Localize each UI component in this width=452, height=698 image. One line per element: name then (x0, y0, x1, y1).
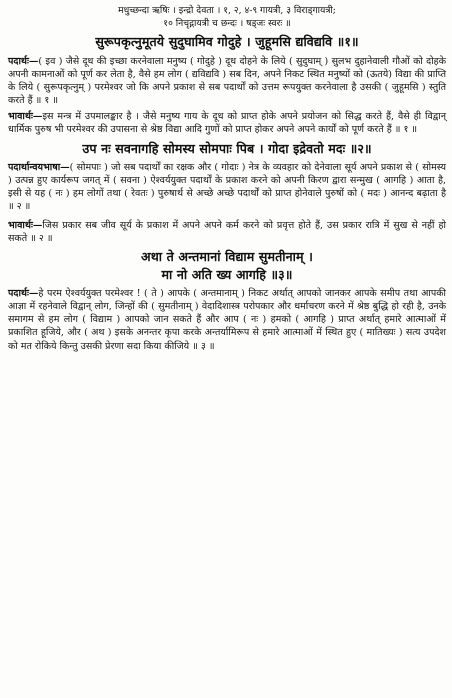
verse-1-explanation-line-2: के लिये ( सुदुघाम् ) सुलभ दुहानेवाली गौओं को दोहके अपनी कामनाओं को पूर्ण कर (8, 56, 446, 81)
verse-2-meaning-line-2: करने को प्रवृत्त होते हैं, उस प्रकार रात्रि में सुख से नहीं हो सकते ॥ २ ॥ (8, 219, 446, 245)
verse-3-explanation-line-8: किया कीजिये ॥ ३ ॥ (143, 340, 215, 352)
verse-3-explanation (8, 287, 446, 352)
verse-2-explanation-line-4: सन्मुख ( आगहि ) आता है, इसी से यह ( नः ) हम लोगों तथा ( रेवतः ) पुरुषार्थ (8, 174, 447, 199)
verse-1-meaning-label: भावार्थः— (8, 111, 43, 123)
verse-1-explanation-label: पदार्थः— (8, 56, 39, 67)
verse-3-explanation-line-4: बुद्धि हो रही है, उनके समागम से हम लोग ( विद्याम ) आपको जान सकते हैं (8, 301, 447, 326)
verse-2-explanation-line-1: ( सोमपाः ) जो सब पदार्थों का रक्षक और ( गोदाः ) (69, 161, 246, 173)
verse-2-explanation-line-6: है ॥ २ ॥ (8, 187, 446, 212)
verse-2: उप नः सवनागहि सोमस्य सोमपाः पिब । गोदा इद्रेवतो मदः ॥२॥ (82, 140, 372, 156)
verse-1-meaning-line-3: पुरुष भी परमेश्वर की उपासना से श्रेष्ठ विद्या आदि गुणों को प्राप्त होकर (34, 124, 274, 136)
verse-2-explanation-line-5: से अच्छे अच्छे पदार्थों को प्राप्त होनेवाले पुरुषों को ( मदः ) आनन्द बढ़ाता (186, 187, 438, 199)
verse-3-line-2: मा नो अति ख्य आगहि ॥३॥ (161, 267, 293, 283)
verse-1-meaning (8, 110, 446, 136)
verse-1-explanation-line-3: लेता है, वैसे हम लोग ( द्यविद्यवि ) सब दिन, अपने निकट स्थित मनुष्यों को (ऊतये) (110, 69, 392, 81)
verse-2-meaning (8, 219, 446, 245)
verse-1-explanation-line-5: पदार्थों को उत्तम रूपयुक्त करनेवाला है उसकी ( जुहूमसि ) स्तुति करते हैं ॥ १ ॥ (8, 82, 446, 107)
verse-1-meaning-line-4: अपने अपने कार्यों को पूर्ण करते हैं ॥ १ ॥ (276, 124, 418, 136)
verse-2-meaning-label: भावार्थः— (8, 219, 43, 231)
verse-3-explanation-line-5: और आप ( नः ) हमको ( आगहि ) प्राप्त अर्थात् हमारे आत्माओं में प्रकाशित (8, 314, 446, 339)
verse-2-explanation-label: पदार्थान्वयभाषा— (8, 161, 70, 173)
verse-3 (8, 248, 446, 284)
verse-2-explanation-line-3: जगत् में ( सवना ) ऐश्वर्ययुक्त पदार्थों के प्रकाश करने को अपनी किरण द्वारा (82, 174, 347, 186)
verse-3-explanation-label: पदार्थः— (8, 288, 39, 300)
verse-1: सुरूपकृत्नुमूतये सुदुघामिव गोदुहे । जुहूमसि द्यविद्यवि ॥१॥ (95, 34, 359, 49)
verse-3-explanation-line-3: लोग, जिन्हों की ( सुमतीनाम् ) वेदादिशास्त्र परोपकार और धर्माचरण करने में श्रेष्ठ (94, 301, 370, 313)
verse-3-line-1: अथा ते अन्तमानां विद्याम सुमतीनाम् । (141, 249, 313, 265)
verse-3-explanation-line-6: हूजिये, और ( अथ ) इसके अनन्तर कृपा करके अन्तर्यामिरूप से हमारे आत्माओं में (40, 327, 322, 339)
verse-3-explanation-line-2: निकट अर्थात् आपको जानकर आपके समीप तथा आपकी आज्ञा में रहनेवाले विद्वान् (8, 288, 446, 313)
verse-1-explanation (8, 55, 446, 107)
verse-1-meaning-line-2: को प्राप्त होके अपने प्रयोजन को सिद्ध करते हैं, वैसे ही विद्वान् धार्मिक (8, 111, 446, 136)
header (8, 4, 446, 30)
verse-1-explanation-line-4: विद्या की प्राप्ति के लिये ( सुरूपकृत्नुम् ) परमेश्वर जो कि अपने प्रकाश से सब (8, 69, 447, 94)
verse-3-explanation-line-1: हे परम ऐश्वर्ययुक्त परमेश्वर ! ( ते ) आपके ( अन्तमानाम् ) (38, 288, 245, 300)
verse-2-meaning-line-1: जिस प्रकार सब जीव सूर्य के प्रकाश में अपने अपने कर्म (42, 219, 239, 231)
header-rishi-line: मधुच्छन्दा ऋषिः । इन्द्रो देवता । १, २, ४-९ गायत्री, ३ विराड्गायत्री; (118, 5, 336, 16)
header-chhanda-line: १० निचृद्गायत्री च छन्दः । षड्जः स्वरः ॥ (163, 18, 291, 29)
verse-1-meaning-line-1: इस मन्त्र में उपमालङ्कार है । जैसे मनुष्य गाय के दूध (42, 111, 224, 123)
verse-3-explanation-line-7: स्थित हुए ( मातिख्यः ) सत्य उपदेश को मत रोकिये किन्तु उसकी प्रेरणा सदा (8, 327, 446, 352)
verse-2-explanation (8, 161, 446, 213)
verse-1-explanation-line-1: ( इव ) जैसे दूध की इच्छा करनेवाला मनुष्य ( गोदुहे ) दूध दोहने (38, 56, 258, 67)
verse-2-explanation-line-2: नेत्र के व्यवहार को देनेवाला सूर्य अपने प्रकाश से ( सोमस्य ) उत्पन्न हुए कार्यरूप (8, 161, 446, 186)
